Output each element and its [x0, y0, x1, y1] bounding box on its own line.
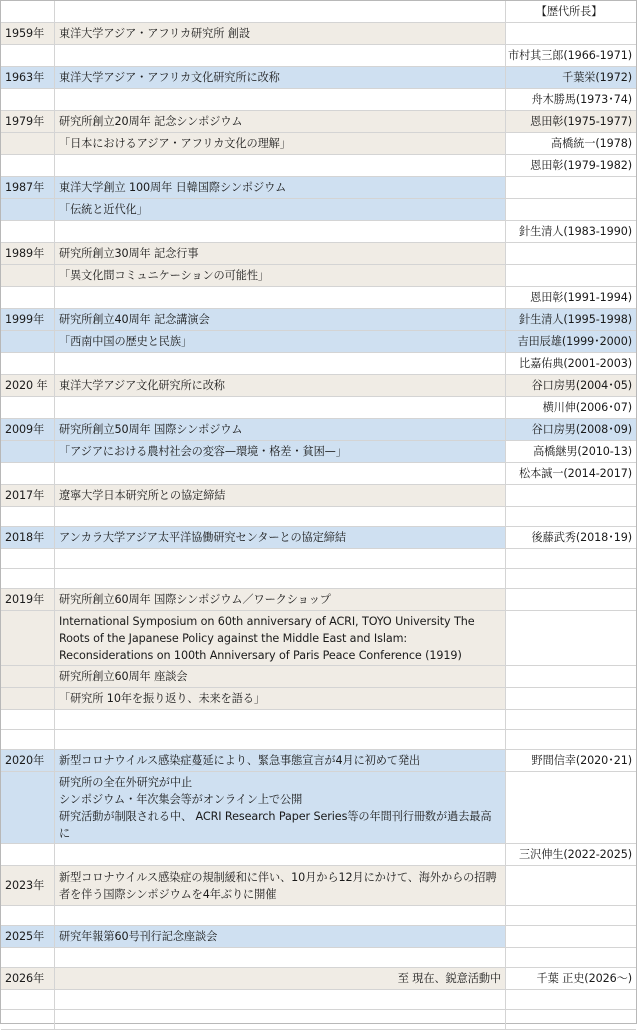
year-cell — [1, 666, 55, 688]
table-row — [1, 549, 636, 569]
table-row — [1, 67, 636, 89]
year-cell — [1, 906, 55, 926]
director-text: 野間信幸(2020･21) — [531, 754, 632, 767]
event-text: 「研究所 10年を振り返り、未来を語る」 — [59, 692, 265, 705]
table-row — [1, 507, 636, 527]
event-cell — [55, 926, 506, 948]
director-text: 谷口房男(2004･05) — [531, 379, 632, 392]
year-cell — [1, 243, 55, 265]
year-cell — [1, 309, 55, 331]
year-cell — [1, 507, 55, 527]
year-cell — [1, 397, 55, 419]
event-cell — [55, 199, 506, 221]
event-cell — [55, 23, 506, 45]
year-cell — [1, 353, 55, 375]
event-cell — [55, 441, 506, 463]
director-cell — [506, 375, 636, 397]
table-row — [1, 243, 636, 265]
event-cell — [55, 331, 506, 353]
director-cell — [506, 990, 636, 1010]
table-row — [1, 772, 636, 844]
year-cell — [1, 710, 55, 730]
director-text: 高橋継男(2010-13) — [533, 445, 632, 458]
director-cell — [506, 730, 636, 750]
director-cell — [506, 507, 636, 527]
event-text: 研究所の全在外研究が中止 シンポジウム・年次集会等がオンライン上で公開 研究活動が制限される中、 ACRI Research Paper Series等の年間刊行冊数が過去最高に — [59, 775, 492, 840]
director-cell — [506, 968, 636, 990]
event-cell — [55, 221, 506, 243]
table-row — [1, 485, 636, 507]
event-cell — [55, 750, 506, 772]
year-text: 2026年 — [5, 972, 45, 985]
director-cell — [506, 243, 636, 265]
event-text: アンカラ大学アジア太平洋協働研究センターとの協定締結 — [59, 531, 346, 544]
event-cell — [55, 527, 506, 549]
year-text: 1963年 — [5, 71, 45, 84]
year-cell — [1, 750, 55, 772]
director-cell — [506, 309, 636, 331]
table-row — [1, 589, 636, 611]
year-text: 2020 年 — [5, 379, 48, 392]
table-row — [1, 397, 636, 419]
year-cell — [1, 485, 55, 507]
year-text: 2025年 — [5, 930, 45, 943]
director-text: 比嘉佑典(2001-2003) — [519, 357, 632, 370]
director-text: 谷口房男(2008･09) — [531, 423, 632, 436]
director-text: 千葉 正史(2026〜) — [536, 972, 632, 985]
director-cell — [506, 569, 636, 589]
event-text: 研究所創立60周年 国際シンポジウム／ワークショップ — [59, 593, 331, 606]
year-cell — [1, 89, 55, 111]
table-row — [1, 926, 636, 948]
table-row — [1, 353, 636, 375]
directors-header: 【歴代所長】 — [535, 5, 603, 18]
year-cell — [1, 990, 55, 1010]
event-text: 「伝統と近代化」 — [59, 203, 148, 216]
event-cell — [55, 948, 506, 968]
director-cell — [506, 199, 636, 221]
event-cell — [55, 375, 506, 397]
table-row — [1, 23, 636, 45]
director-cell — [506, 177, 636, 199]
table-row — [1, 948, 636, 968]
year-cell — [1, 844, 55, 866]
year-cell — [1, 1010, 55, 1030]
table-row — [1, 611, 636, 666]
table-row — [1, 844, 636, 866]
director-text: 市村其三郎(1966-1971) — [507, 49, 632, 62]
table-row — [1, 968, 636, 990]
year-cell — [1, 772, 55, 844]
event-cell — [55, 1010, 506, 1030]
director-text: 千葉栄(1972) — [562, 71, 632, 84]
table-row — [1, 730, 636, 750]
event-cell — [55, 89, 506, 111]
director-cell — [506, 155, 636, 177]
year-text: 2018年 — [5, 531, 45, 544]
table-row — [1, 375, 636, 397]
year-text: 2020年 — [5, 754, 45, 767]
director-cell — [506, 772, 636, 844]
year-cell — [1, 611, 55, 666]
table-row — [1, 866, 636, 906]
event-text: 研究所創立40周年 記念講演会 — [59, 313, 210, 326]
table-row — [1, 463, 636, 485]
year-cell — [1, 199, 55, 221]
event-cell — [55, 243, 506, 265]
event-text: 遼寧大学日本研究所との協定締結 — [59, 489, 226, 502]
event-text: 「日本におけるアジア・アフリカ文化の理解」 — [59, 137, 291, 150]
event-text: 研究所創立30周年 記念行事 — [59, 247, 199, 260]
event-cell — [55, 485, 506, 507]
director-cell — [506, 265, 636, 287]
event-text: 「アジアにおける農村社会の変容—環境・格差・貧困—」 — [59, 445, 347, 458]
event-cell — [55, 133, 506, 155]
director-cell — [506, 549, 636, 569]
event-cell — [55, 688, 506, 710]
event-cell — [55, 1, 506, 23]
year-cell — [1, 419, 55, 441]
director-text: 舟木勝馬(1973･74) — [531, 93, 632, 106]
event-cell — [55, 309, 506, 331]
event-cell — [55, 265, 506, 287]
director-cell — [506, 527, 636, 549]
director-text: 横川伸(2006･07) — [542, 401, 632, 414]
director-cell — [506, 463, 636, 485]
director-cell — [506, 666, 636, 688]
event-text: 東洋大学アジア・アフリカ文化研究所に改称 — [59, 71, 280, 84]
director-cell — [506, 948, 636, 968]
event-cell — [55, 67, 506, 89]
table-row — [1, 287, 636, 309]
table-row — [1, 666, 636, 688]
director-cell — [506, 844, 636, 866]
event-cell — [55, 990, 506, 1010]
year-cell — [1, 866, 55, 906]
event-cell — [55, 177, 506, 199]
table-row — [1, 177, 636, 199]
director-cell — [506, 23, 636, 45]
year-cell — [1, 265, 55, 287]
event-cell — [55, 463, 506, 485]
director-text: 後藤武秀(2018･19) — [531, 531, 632, 544]
director-cell — [506, 906, 636, 926]
year-cell — [1, 177, 55, 199]
year-cell — [1, 688, 55, 710]
table-row — [1, 331, 636, 353]
director-cell — [506, 710, 636, 730]
director-cell — [506, 485, 636, 507]
year-text: 1999年 — [5, 313, 45, 326]
year-text: 1987年 — [5, 181, 45, 194]
table-row — [1, 710, 636, 730]
director-cell — [506, 611, 636, 666]
director-cell — [506, 419, 636, 441]
event-cell — [55, 844, 506, 866]
year-cell — [1, 111, 55, 133]
director-cell — [506, 441, 636, 463]
event-cell — [55, 155, 506, 177]
director-cell — [506, 397, 636, 419]
table-row — [1, 89, 636, 111]
table-row — [1, 111, 636, 133]
event-cell — [55, 611, 506, 666]
director-cell — [506, 750, 636, 772]
event-cell — [55, 906, 506, 926]
director-text: 高橋統一(1978) — [551, 137, 632, 150]
director-cell — [506, 353, 636, 375]
event-cell — [55, 772, 506, 844]
director-text: 針生清人(1995-1998) — [519, 313, 632, 326]
event-cell — [55, 549, 506, 569]
table-row — [1, 309, 636, 331]
year-text: 2017年 — [5, 489, 45, 502]
event-cell — [55, 968, 506, 990]
event-text: 至 現在、鋭意活動中 — [397, 972, 501, 985]
director-cell — [506, 89, 636, 111]
event-text: 東洋大学創立 100周年 日韓国際シンポジウム — [59, 181, 287, 194]
year-cell — [1, 589, 55, 611]
table-row — [1, 750, 636, 772]
event-text: International Symposium on 60th anniversary of ACRI, TOYO University The Roots of the Japanese Policy against the Middle East and Islam: Reconsiderations on 100th Anniversary of Paris Peace Conference (1919) — [59, 614, 475, 662]
director-cell — [506, 45, 636, 67]
director-cell — [506, 67, 636, 89]
director-cell — [506, 866, 636, 906]
year-text: 2023年 — [5, 879, 45, 892]
director-cell — [506, 1, 636, 23]
table-row — [1, 45, 636, 67]
year-cell — [1, 463, 55, 485]
event-text: 東洋大学アジア・アフリカ研究所 創設 — [59, 27, 250, 40]
year-cell — [1, 67, 55, 89]
year-cell — [1, 926, 55, 948]
director-cell — [506, 221, 636, 243]
director-cell — [506, 688, 636, 710]
table-row — [1, 265, 636, 287]
table-row — [1, 441, 636, 463]
director-text: 三沢伸生(2022-2025) — [519, 848, 632, 861]
year-text: 1959年 — [5, 27, 45, 40]
year-cell — [1, 948, 55, 968]
table-row — [1, 1, 636, 23]
year-cell — [1, 221, 55, 243]
director-cell — [506, 133, 636, 155]
event-cell — [55, 866, 506, 906]
event-text: 研究所創立50周年 国際シンポジウム — [59, 423, 243, 436]
director-cell — [506, 111, 636, 133]
director-cell — [506, 331, 636, 353]
year-cell — [1, 23, 55, 45]
year-cell — [1, 133, 55, 155]
director-text: 吉田辰雄(1999･2000) — [517, 335, 632, 348]
event-cell — [55, 287, 506, 309]
year-cell — [1, 569, 55, 589]
year-text: 2009年 — [5, 423, 45, 436]
year-cell — [1, 287, 55, 309]
year-cell — [1, 549, 55, 569]
table-row — [1, 221, 636, 243]
event-text: 新型コロナウイルス感染症蔓延により、緊急事態宣言が4月に初めて発出 — [59, 754, 421, 767]
year-cell — [1, 375, 55, 397]
table-row — [1, 906, 636, 926]
event-text: 「西南中国の歴史と民族」 — [59, 335, 193, 348]
table-row — [1, 527, 636, 549]
year-cell — [1, 968, 55, 990]
event-text: 東洋大学アジア文化研究所に改称 — [59, 379, 225, 392]
event-text: 新型コロナウイルス感染症の規制緩和に伴い、10月から12月にかけて、海外からの招聘者を伴う国際シンポジウムを4年ぶりに開催 — [59, 870, 497, 901]
event-cell — [55, 397, 506, 419]
table-row — [1, 688, 636, 710]
director-text: 松本誠一(2014-2017) — [519, 467, 632, 480]
event-cell — [55, 710, 506, 730]
year-text: 2019年 — [5, 593, 45, 606]
year-cell — [1, 527, 55, 549]
year-cell — [1, 1, 55, 23]
event-cell — [55, 111, 506, 133]
director-text: 恩田彰(1991-1994) — [530, 291, 632, 304]
event-cell — [55, 666, 506, 688]
event-cell — [55, 419, 506, 441]
director-cell — [506, 1010, 636, 1030]
table-row — [1, 133, 636, 155]
event-cell — [55, 569, 506, 589]
table-row — [1, 569, 636, 589]
event-text: 「異文化間コミュニケーションの可能性」 — [59, 269, 269, 282]
event-text: 研究年報第60号刊行記念座談会 — [59, 930, 218, 943]
event-text: 研究所創立60周年 座談会 — [59, 670, 188, 683]
table-row — [1, 419, 636, 441]
director-cell — [506, 926, 636, 948]
event-cell — [55, 353, 506, 375]
event-cell — [55, 730, 506, 750]
table-row — [1, 990, 636, 1010]
table-row — [1, 1010, 636, 1030]
event-cell — [55, 45, 506, 67]
year-cell — [1, 730, 55, 750]
year-cell — [1, 441, 55, 463]
year-cell — [1, 331, 55, 353]
year-cell — [1, 155, 55, 177]
director-cell — [506, 287, 636, 309]
table-row — [1, 155, 636, 177]
event-text: 研究所創立20周年 記念シンポジウム — [59, 115, 243, 128]
year-cell — [1, 45, 55, 67]
director-text: 恩田彰(1979-1982) — [530, 159, 632, 172]
director-cell — [506, 589, 636, 611]
year-text: 1979年 — [5, 115, 45, 128]
director-text: 針生清人(1983-1990) — [519, 225, 632, 238]
year-text: 1989年 — [5, 247, 45, 260]
table-row — [1, 199, 636, 221]
director-text: 恩田彰(1975-1977) — [530, 115, 632, 128]
event-cell — [55, 589, 506, 611]
event-cell — [55, 507, 506, 527]
